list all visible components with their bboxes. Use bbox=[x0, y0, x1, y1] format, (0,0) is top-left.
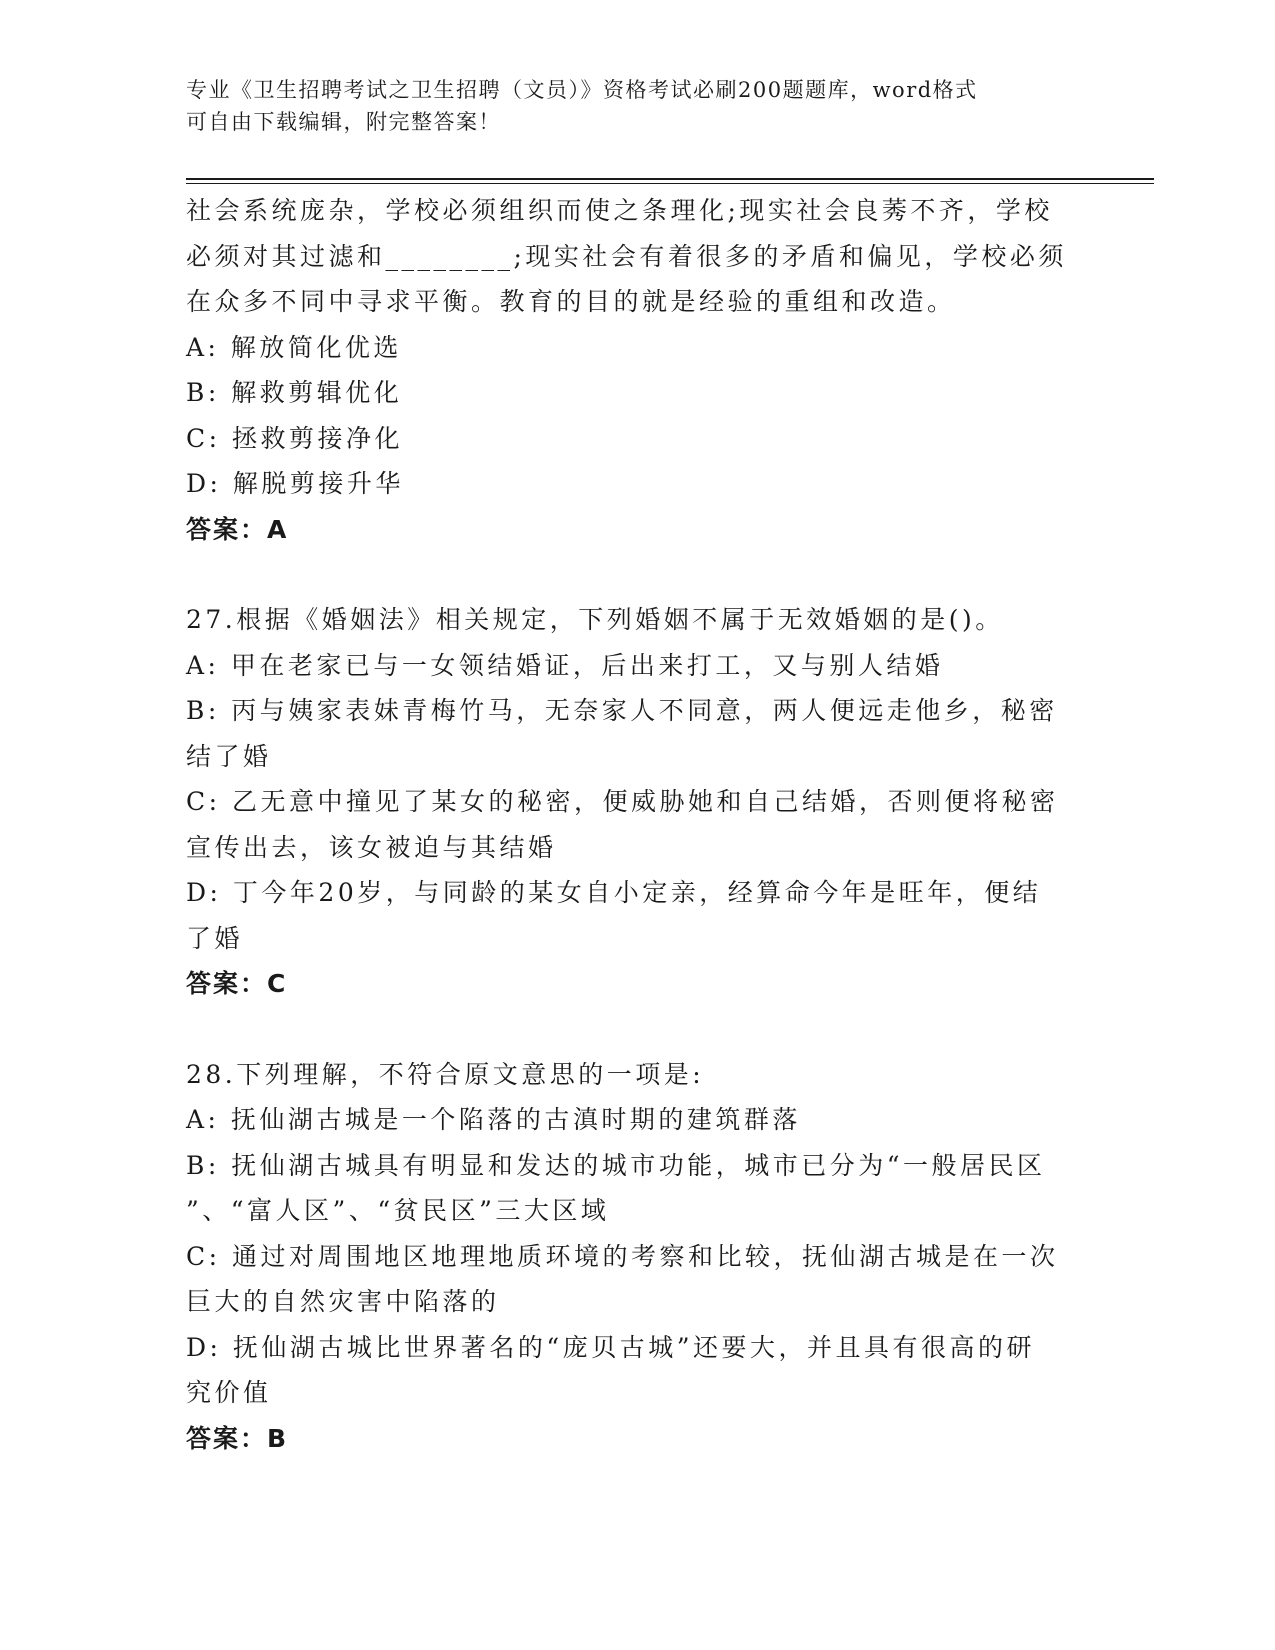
option-c-line: C: 乙无意中撞见了某女的秘密，便威胁她和自己结婚，否则便将秘密 bbox=[186, 787, 1059, 816]
question-26 bbox=[186, 188, 1076, 552]
question-stem-line: 社会系统庞杂，学校必须组织而使之条理化;现实社会良莠不齐，学校 bbox=[186, 196, 1053, 225]
option-d-line: 究价值 bbox=[186, 1378, 272, 1407]
option-b: B: 解救剪辑优化 bbox=[186, 378, 403, 407]
question-spacer bbox=[186, 552, 1076, 597]
option-b-line: B: 抚仙湖古城具有明显和发达的城市功能，城市已分为“一般居民区 bbox=[186, 1150, 1046, 1180]
document-header bbox=[186, 74, 1086, 138]
header-line-2: 可自由下载编辑，附完整答案！ bbox=[186, 110, 501, 134]
option-c-line: 巨大的自然灾害中陷落的 bbox=[186, 1287, 500, 1316]
option-d: D: 解脱剪接升华 bbox=[186, 469, 404, 498]
option-d-line: D: 抚仙湖古城比世界著名的“庞贝古城”还要大，并且具有很高的研 bbox=[186, 1332, 1035, 1362]
option-c-line: C: 通过对周围地区地理地质环境的考察和比较，抚仙湖古城是在一次 bbox=[186, 1241, 1059, 1271]
document-body bbox=[186, 188, 1076, 1461]
option-d-line: 了婚 bbox=[186, 923, 244, 953]
question-stem: 28.下列理解，不符合原文意思的一项是: bbox=[186, 1059, 705, 1089]
header-divider-thin bbox=[186, 183, 1154, 184]
answer-line: 答案：B bbox=[186, 1423, 289, 1453]
option-d-line: D: 丁今年20岁，与同龄的某女自小定亲，经算命今年是旺年，便结 bbox=[186, 878, 1042, 907]
question-stem-line: 必须对其过滤和________;现实社会有着很多的矛盾和偏见，学校必须 bbox=[186, 241, 1067, 271]
answer-line: 答案：A bbox=[186, 514, 289, 544]
option-b-line: B: 丙与姨家表妹青梅竹马，无奈家人不同意，两人便远走他乡，秘密 bbox=[186, 696, 1058, 725]
question-stem: 27.根据《婚姻法》相关规定，下列婚姻不属于无效婚姻的是()。 bbox=[186, 605, 1004, 634]
question-28 bbox=[186, 1052, 1076, 1462]
option-c: C: 拯救剪接净化 bbox=[186, 423, 403, 453]
answer-line: 答案：C bbox=[186, 969, 288, 998]
option-b-line: ”、“富人区”、“贫民区”三大区域 bbox=[186, 1196, 610, 1225]
question-spacer bbox=[186, 1007, 1076, 1052]
question-stem-line: 在众多不同中寻求平衡。教育的目的就是经验的重组和改造。 bbox=[186, 287, 956, 316]
option-b-line: 结了婚 bbox=[186, 741, 272, 771]
question-27 bbox=[186, 597, 1076, 1007]
option-a: A: 解放简化优选 bbox=[186, 332, 402, 362]
option-a: A: 甲在老家已与一女领结婚证，后出来打工，又与别人结婚 bbox=[186, 650, 944, 680]
header-line-1: 专业《卫生招聘考试之卫生招聘（文员）》资格考试必刷200题题库，word格式 bbox=[186, 78, 978, 102]
option-c-line: 宣传出去，该女被迫与其结婚 bbox=[186, 832, 557, 862]
option-a: A: 抚仙湖古城是一个陷落的古滇时期的建筑群落 bbox=[186, 1105, 801, 1134]
header-divider-thick bbox=[186, 178, 1154, 180]
